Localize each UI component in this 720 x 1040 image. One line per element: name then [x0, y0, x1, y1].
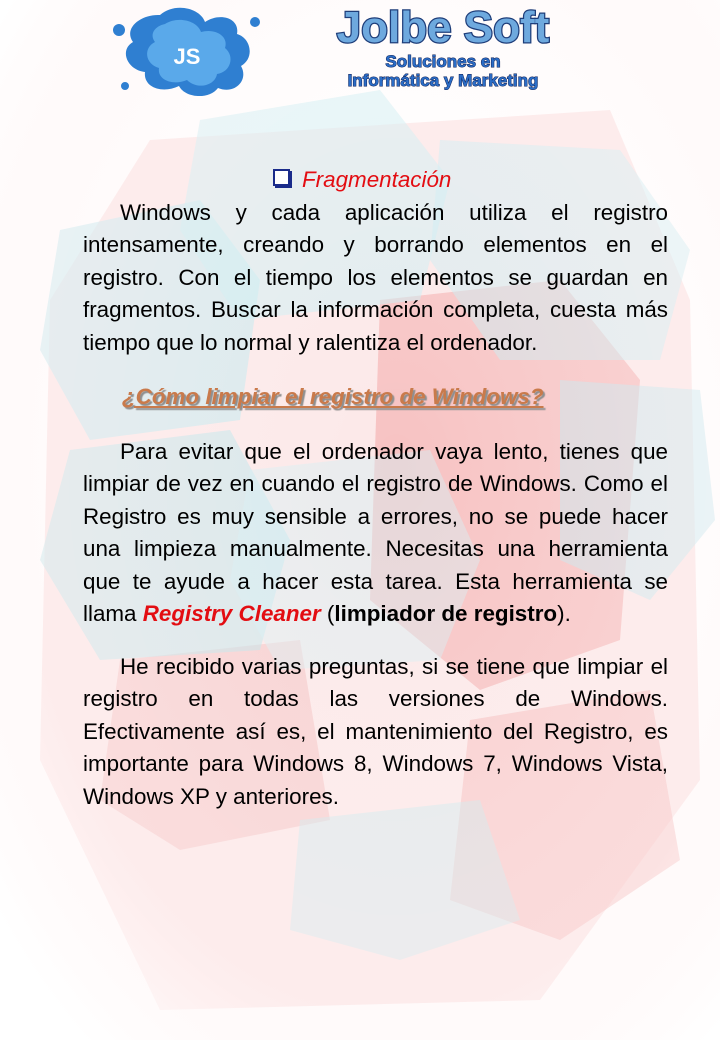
- article-body: [83, 164, 668, 813]
- logo-tagline-1: Soluciones en: [385, 52, 501, 71]
- limpiador-term: limpiador de registro: [334, 601, 558, 626]
- paragraph-versions: He recibido varias preguntas, si se tiene que limpiar el registro en todas las versiones de Windows. Efectivamente así es, el mantenimiento del Registro, es importante para Windows 8, Windows 7, Windows Vista, Windows XP y anteriores.: [83, 653, 668, 809]
- paragraph2-text-end: ).: [557, 601, 571, 626]
- paragraph2-text-mid: (: [320, 601, 335, 626]
- logo-brand: Jolbe Soft: [336, 3, 550, 52]
- splash-emblem-icon: [113, 8, 260, 96]
- checkbox-bullet-icon: [273, 169, 290, 186]
- logo-monogram: JS: [173, 44, 201, 69]
- paragraph2-text-start: Para evitar que el ordenador vaya lento, tienes que limpiar de vez en cuando el registro de Windows. Como el Registro es muy sensible a errores, no se puede hacer una limpieza manualmente. Necesitas una herramienta que te ayude a hacer esta tarea. Esta herramienta se llama: [83, 438, 668, 626]
- jolbe-soft-logo: [105, 0, 615, 100]
- logo-tagline-2: Informática y Marketing: [347, 71, 539, 90]
- section-title: Fragmentación: [302, 167, 452, 192]
- subheading: ¿Cómo limpiar el registro de Windows?: [122, 384, 544, 409]
- paragraph-fragmentation: Windows y cada aplicación utiliza el registro intensamente, creando y borrando elementos en el registro. Con el tiempo los elementos se guardan en fragmentos. Buscar la información completa, cuesta más tiempo que lo normal y ralentiza el ordenador.: [83, 199, 668, 355]
- section-heading: [83, 164, 668, 197]
- registry-cleaner-term: Registry Cleaner: [142, 601, 321, 626]
- paragraph-cleaning: [83, 436, 668, 631]
